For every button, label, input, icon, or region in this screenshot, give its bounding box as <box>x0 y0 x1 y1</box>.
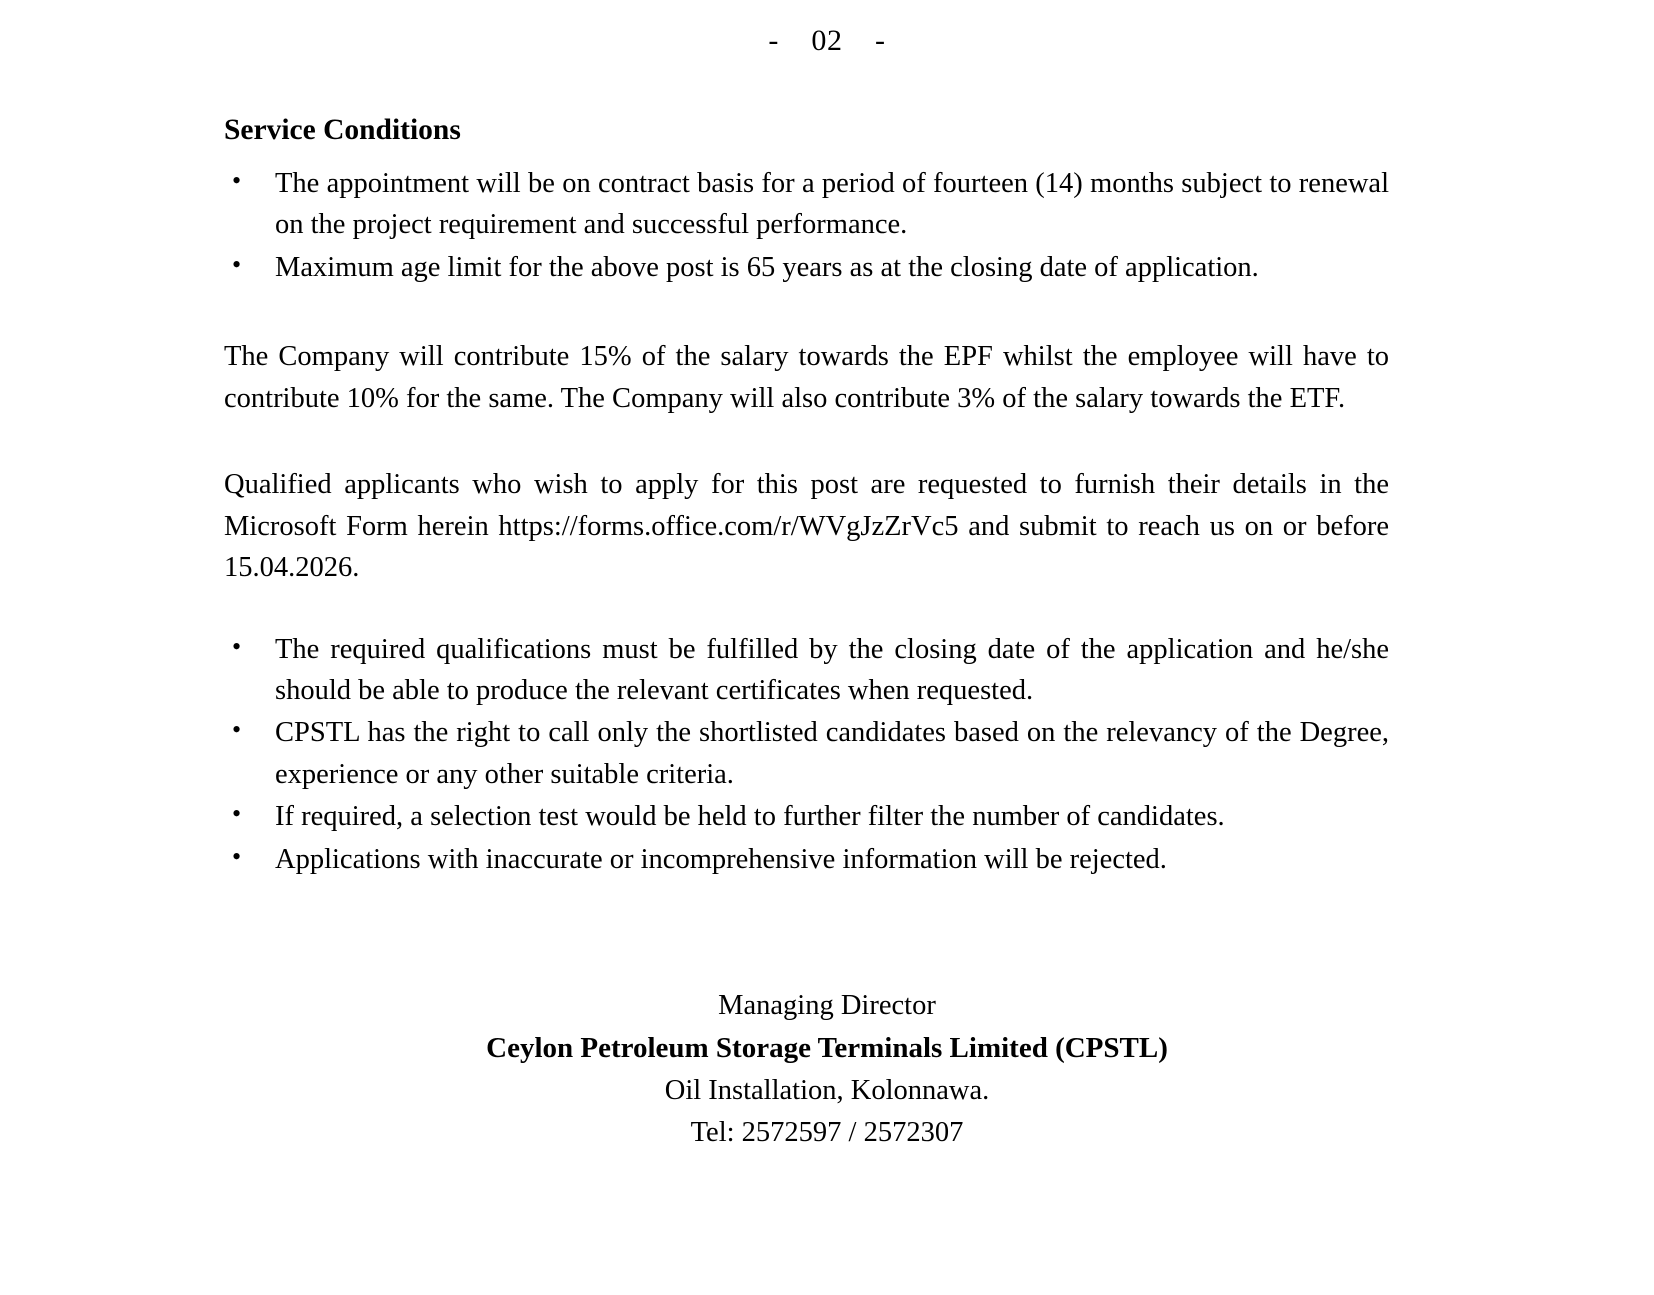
service-conditions-list <box>224 163 1389 288</box>
document-body <box>224 112 1389 880</box>
signatory-company-name: Ceylon Petroleum Storage Terminals Limited (CPSTL) <box>486 1032 1168 1065</box>
spacer <box>224 288 1389 336</box>
section-heading-service-conditions: Service Conditions <box>224 114 461 146</box>
general-conditions-list <box>224 629 1389 881</box>
application-instructions-paragraph: Qualified applicants who wish to apply for this post are requested to furnish their details in the Microsoft Form herein https://forms.office.com/r/WVgJzZrVc5 and submit to reach us on or before 15.04.2026. <box>224 469 1389 584</box>
signatory-address: Oil Installation, Kolonnawa. <box>664 1075 990 1107</box>
page-number-header: - 02 - <box>768 24 886 57</box>
list-item: • Applications with inaccurate or incomprehensive information will be rejected. <box>224 839 1389 880</box>
signatory-title: Managing Director <box>718 990 936 1021</box>
spacer <box>224 589 1389 629</box>
signature-block <box>0 985 1654 1154</box>
signatory-telephone: Tel: 2572597 / 2572307 <box>690 1117 964 1149</box>
list-item: • If required, a selection test would be held to further filter the number of candidates. <box>224 796 1389 837</box>
list-item: • The required qualifications must be fulfilled by the closing date of the application and he/she should be able to produce the relevant certificates when requested. <box>224 629 1389 712</box>
epf-etf-paragraph: The Company will contribute 15% of the salary towards the EPF whilst the employee will have to contribute 10% for the same. The Company will also contribute 3% of the salary towards the ETF. <box>224 341 1389 414</box>
list-item: • The appointment will be on contract basis for a period of fourteen (14) months subject to renewal on the project requirement and successful performance. <box>224 163 1389 246</box>
spacer <box>224 419 1389 464</box>
list-item: • Maximum age limit for the above post is 65 years as at the closing date of application. <box>224 247 1389 288</box>
list-item: • CPSTL has the right to call only the shortlisted candidates based on the relevancy of the Degree, experience or any other suitable criteria. <box>224 712 1389 795</box>
